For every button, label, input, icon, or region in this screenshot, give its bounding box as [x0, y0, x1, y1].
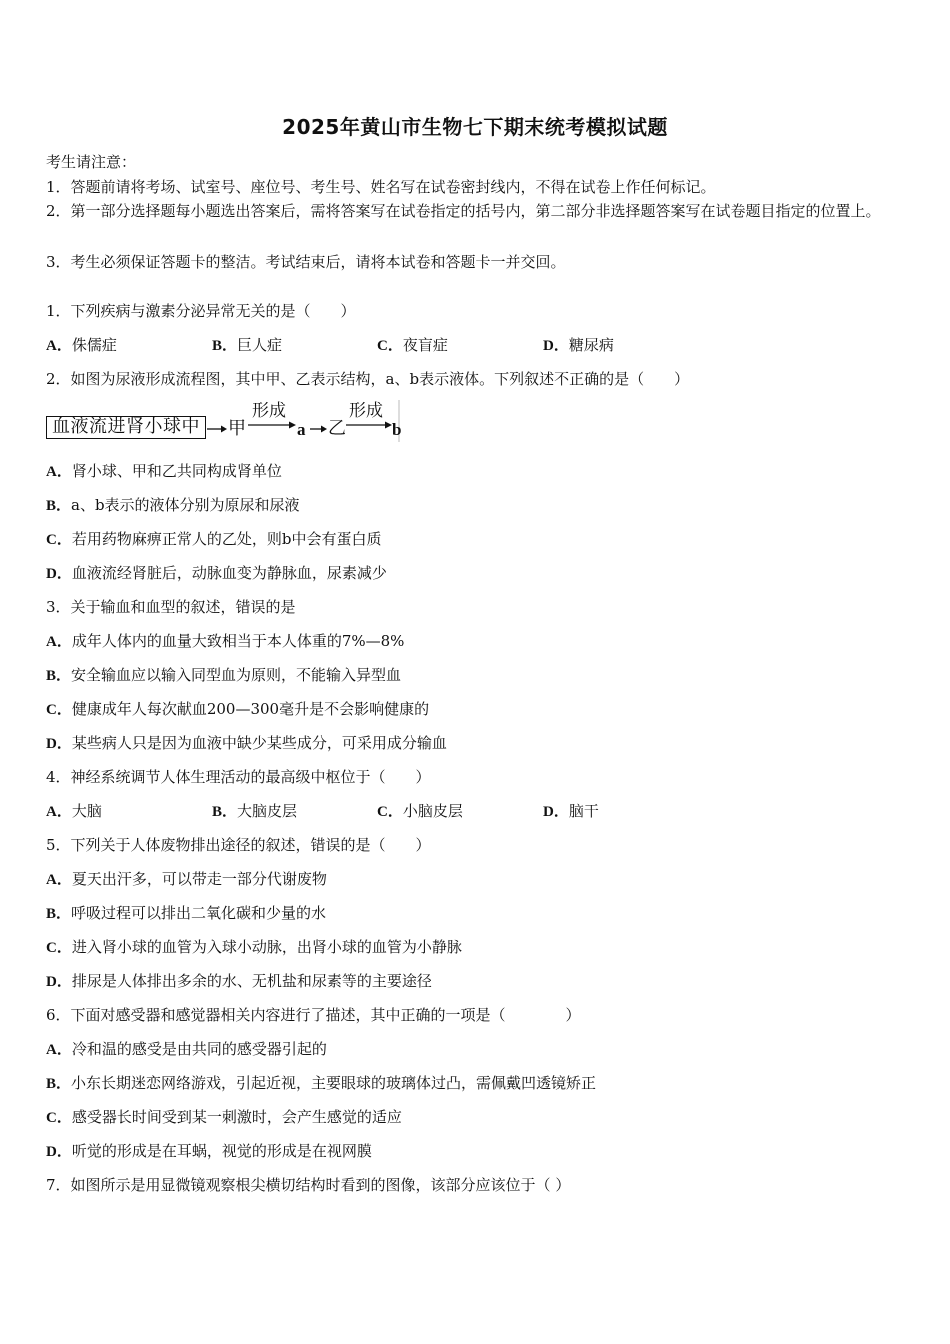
option-text: 大脑: [71, 802, 102, 820]
question-3-option-a[interactable]: [46, 631, 404, 652]
option-letter: B．: [46, 1076, 72, 1092]
question-3-stem: 3．关于输血和血型的叙述，错误的是: [46, 598, 296, 616]
notice-heading: 考生请注意：: [46, 153, 137, 171]
question-4-option-d[interactable]: [543, 801, 599, 822]
question-5-option-d[interactable]: [46, 971, 432, 992]
option-text: 小脑皮层: [402, 802, 463, 820]
option-letter: A．: [46, 804, 72, 820]
option-text: 安全输血应以输入同型血为原则，不能输入异型血: [71, 666, 402, 684]
flow-label-form-2: 形成: [349, 401, 383, 421]
option-letter: C．: [377, 338, 403, 354]
option-letter: A．: [46, 634, 72, 650]
notice-item-2: 2．第一部分选择题每小题选出答案后，需将答案写在试卷指定的括号内，第二部分非选择题答案写在试卷题目指定的位置上。: [46, 202, 881, 220]
flow-node-yi: 乙: [328, 418, 346, 439]
option-text: 夏天出汗多，可以带走一部分代谢废物: [71, 870, 327, 888]
flow-start-box: 血液流进肾小球中: [46, 416, 206, 439]
option-letter: A．: [46, 464, 72, 480]
option-letter: D．: [46, 566, 72, 582]
option-text: 脑干: [568, 802, 599, 820]
option-letter: C．: [46, 702, 72, 718]
option-text: 听觉的形成是在耳蜗，视觉的形成是在视网膜: [71, 1142, 372, 1160]
question-1-option-a[interactable]: [46, 335, 117, 356]
question-6-option-a[interactable]: [46, 1039, 327, 1060]
question-6-option-d[interactable]: [46, 1141, 372, 1162]
question-1-option-c[interactable]: [377, 335, 448, 356]
option-letter: B．: [46, 668, 72, 684]
question-5-option-c[interactable]: [46, 937, 462, 958]
question-1-option-b[interactable]: [212, 335, 282, 356]
option-letter: C．: [46, 1110, 72, 1126]
question-3-option-d[interactable]: [46, 733, 447, 754]
option-text: 排尿是人体排出多余的水、无机盐和尿素等的主要途径: [71, 972, 432, 990]
question-4-stem: 4．神经系统调节人体生理活动的最高级中枢位于（ ）: [46, 768, 431, 786]
option-text: 呼吸过程可以排出二氧化碳和少量的水: [71, 904, 327, 922]
question-2-option-d[interactable]: [46, 563, 387, 584]
question-7-stem: 7．如图所示是用显微镜观察根尖横切结构时看到的图像，该部分应该位于（ ）: [46, 1176, 571, 1194]
option-letter: A．: [46, 872, 72, 888]
option-text: 侏儒症: [71, 336, 117, 354]
question-5-option-a[interactable]: [46, 869, 327, 890]
option-letter: B．: [212, 804, 238, 820]
option-letter: C．: [46, 532, 72, 548]
question-3-option-b[interactable]: [46, 665, 401, 686]
option-letter: B．: [46, 498, 72, 514]
option-text: 冷和温的感受是由共同的感受器引起的: [71, 1040, 327, 1058]
option-letter: D．: [543, 338, 569, 354]
question-2-option-b[interactable]: [46, 495, 300, 516]
flow-node-a: a: [297, 420, 306, 439]
option-text: 成年人体内的血量大致相当于本人体重的7%—8%: [71, 632, 405, 650]
option-letter: D．: [46, 1144, 72, 1160]
question-4-option-c[interactable]: [377, 801, 463, 822]
question-5-stem: 5．下列关于人体废物排出途径的叙述，错误的是（ ）: [46, 836, 431, 854]
notice-item-3: 3．考生必须保证答题卡的整洁。考试结束后，请将本试卷和答题卡一并交回。: [46, 253, 566, 271]
flow-label-form-1: 形成: [252, 401, 286, 421]
option-text: 进入肾小球的血管为入球小动脉，出肾小球的血管为小静脉: [71, 938, 462, 956]
question-2-stem: 2．如图为尿液形成流程图，其中甲、乙表示结构，a、b表示液体。下列叙述不正确的是（ ）: [46, 370, 690, 388]
option-text: 夜盲症: [402, 336, 448, 354]
question-2-option-a[interactable]: [46, 461, 282, 482]
question-5-option-b[interactable]: [46, 903, 326, 924]
flow-node-b: b: [392, 420, 402, 439]
urine-formation-flow-diagram: [46, 398, 406, 444]
option-text: 巨人症: [237, 336, 283, 354]
option-text: 若用药物麻痹正常人的乙处，则b中会有蛋白质: [71, 530, 382, 548]
question-2-option-c[interactable]: [46, 529, 381, 550]
flow-node-jia: 甲: [228, 418, 246, 439]
option-letter: A．: [46, 338, 72, 354]
question-6-stem: 6．下面对感受器和感觉器相关内容进行了描述，其中正确的一项是（ ）: [46, 1006, 581, 1024]
question-6-option-c[interactable]: [46, 1107, 402, 1128]
option-letter: D．: [46, 974, 72, 990]
option-letter: C．: [46, 940, 72, 956]
option-text: 小东长期迷恋网络游戏，引起近视，主要眼球的玻璃体过凸，需佩戴凹透镜矫正: [71, 1074, 597, 1092]
option-text: 糖尿病: [568, 336, 614, 354]
option-letter: A．: [46, 1042, 72, 1058]
option-letter: C．: [377, 804, 403, 820]
option-letter: B．: [212, 338, 238, 354]
question-4-option-a[interactable]: [46, 801, 102, 822]
option-letter: D．: [543, 804, 569, 820]
option-letter: B．: [46, 906, 72, 922]
option-text: 血液流经肾脏后，动脉血变为静脉血，尿素减少: [71, 564, 387, 582]
option-text: 大脑皮层: [237, 802, 298, 820]
page-title: 2025年黄山市生物七下期末统考模拟试题: [282, 115, 668, 139]
question-4-option-b[interactable]: [212, 801, 297, 822]
option-text: 健康成年人每次献血200—300毫升是不会影响健康的: [71, 700, 430, 718]
question-1-stem: 1．下列疾病与激素分泌异常无关的是（ ）: [46, 302, 356, 320]
option-text: 肾小球、甲和乙共同构成肾单位: [71, 462, 282, 480]
option-text: a、b表示的液体分别为原尿和尿液: [71, 496, 300, 514]
notice-item-1: 1．答题前请将考场、试室号、座位号、考生号、姓名写在试卷密封线内，不得在试卷上作任何标记。: [46, 178, 716, 196]
option-text: 某些病人只是因为血液中缺少某些成分，可采用成分输血: [71, 734, 447, 752]
question-6-option-b[interactable]: [46, 1073, 596, 1094]
option-letter: D．: [46, 736, 72, 752]
question-1-option-d[interactable]: [543, 335, 614, 356]
question-3-option-c[interactable]: [46, 699, 429, 720]
option-text: 感受器长时间受到某一刺激时，会产生感觉的适应: [71, 1108, 402, 1126]
